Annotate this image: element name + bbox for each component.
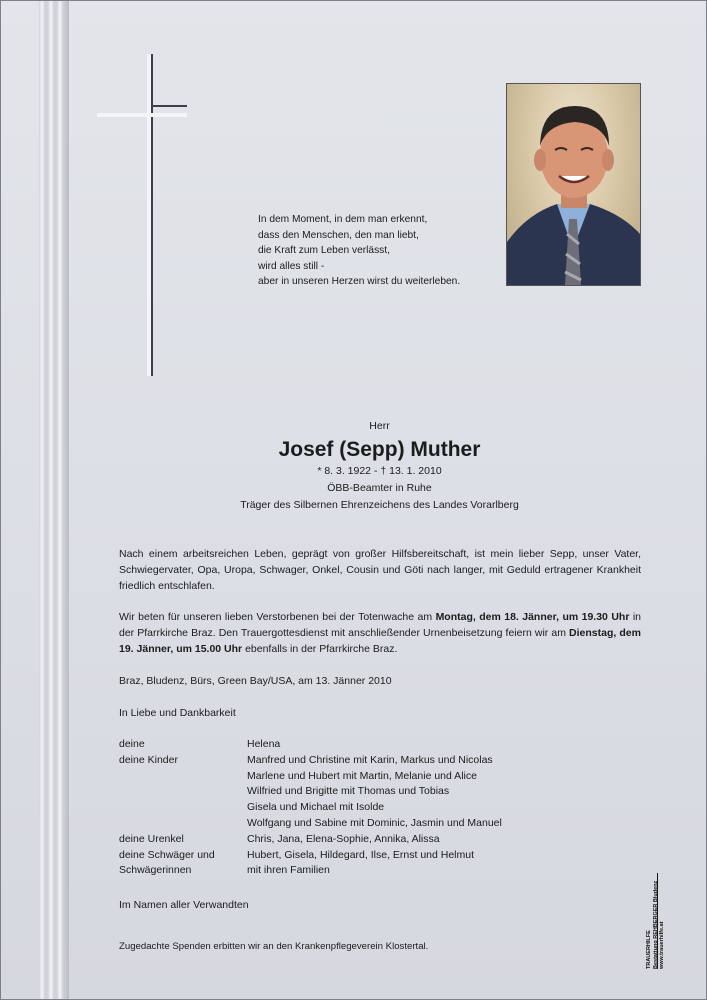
- relatives-label: deine: [119, 738, 145, 750]
- relatives-names: Wilfried und Brigitte mit Thomas und Tobias: [247, 785, 450, 798]
- portrait-photo: [506, 83, 641, 286]
- relatives-names: Wolfgang und Sabine mit Dominic, Jasmin und Manuel: [247, 816, 502, 829]
- relatives-label: [119, 800, 247, 816]
- relatives-row: [119, 784, 502, 800]
- relatives-names: mit ihren Familien: [247, 864, 330, 877]
- relatives-label: [119, 784, 247, 800]
- logo-text: [646, 873, 666, 969]
- relatives-list: [119, 737, 502, 879]
- funeral-text: Wir beten für unseren lieben Verstorbenen bei der Totenwache am: [119, 611, 436, 623]
- relatives-label: [119, 816, 247, 832]
- relatives-label: deine Schwäger und: [119, 848, 215, 861]
- cross-icon-horizontal-light: [97, 113, 187, 117]
- funeral-details-paragraph: [119, 609, 641, 657]
- poem-line: die Kraft zum Leben verlässt,: [258, 245, 390, 256]
- poem-line: aber in unseren Herzen wirst du weiterleben.: [258, 276, 461, 287]
- donations-note: Zugedachte Spenden erbitten wir an den Krankenpflegeverein Klostertal.: [119, 941, 429, 952]
- relatives-row: [119, 816, 502, 832]
- relatives-names: Helena: [247, 738, 281, 750]
- relatives-label: [119, 769, 247, 785]
- cross-icon-vertical: [151, 54, 153, 376]
- deceased-name: Josef (Sepp) Muther: [278, 438, 481, 461]
- deceased-dates: * 8. 3. 1922 - † 13. 1. 2010: [317, 465, 442, 477]
- wake-date: Montag, dem 18. Jänner, um 19.30 Uhr: [435, 611, 630, 623]
- relatives-row: [119, 848, 502, 864]
- cross-icon-horizontal: [151, 105, 187, 107]
- deceased-occupation: ÖBB-Beamter in Ruhe: [327, 482, 432, 494]
- poem-line: dass den Menschen, den man liebt,: [258, 229, 419, 241]
- logo-line: TRAUERHILFE: [646, 930, 652, 969]
- relatives-row: [119, 737, 502, 753]
- relatives-names: Gisela und Michael mit Isolde: [247, 801, 385, 814]
- relatives-label: deine Urenkel: [119, 832, 184, 845]
- funeral-text: in der Pfarrkirche Braz. Den Trauergottesdienst mit anschließender Urnenbeisetzung feiern wir am: [119, 611, 642, 639]
- relatives-names: Marlene und Hubert mit Martin, Melanie und Alice: [247, 769, 477, 782]
- logo-line: www.trauerhilfe.at: [659, 921, 665, 969]
- on-behalf-line: Im Namen aller Verwandten: [119, 899, 249, 911]
- relatives-label: deine Kinder: [119, 753, 178, 766]
- relatives-names: Chris, Jana, Elena-Sophie, Annika, Alissa: [247, 832, 440, 845]
- relatives-row: [119, 863, 502, 879]
- decorative-stripes: [39, 1, 69, 999]
- announcement-paragraph: Nach einem arbeitsreichen Leben, geprägt von großer Hilfsbereitschaft, ist mein lieber Sepp, unser Vater, Schwiegervater, Opa, Uropa, Schwager, Onkel, Cousin und Göti nach langer, mit Geduld ertragener Krankheit friedlich entschlafen.: [119, 548, 641, 592]
- deceased-title: Herr: [369, 420, 390, 432]
- funeral-date: Dienstag, dem 19. Jänner, um 15.00 Uhr: [119, 627, 641, 655]
- relatives-row: [119, 769, 502, 785]
- relatives-row: [119, 832, 502, 848]
- relatives-row: [119, 753, 502, 769]
- relatives-names: Hubert, Gisela, Hildegard, Ilse, Ernst und Helmut: [247, 848, 475, 861]
- relatives-names: Manfred und Christine mit Karin, Markus und Nicolas: [247, 753, 493, 766]
- place-date: Braz, Bludenz, Bürs, Green Bay/USA, am 13. Jänner 2010: [119, 675, 392, 687]
- in-love-line: In Liebe und Dankbarkeit: [119, 707, 236, 719]
- relatives-label: Schwägerinnen: [119, 864, 192, 877]
- funeral-home-logo: [646, 873, 682, 969]
- poem-line: wird alles still -: [258, 260, 325, 272]
- poem-line: In dem Moment, in dem man erkennt,: [258, 214, 428, 225]
- funeral-text: ebenfalls in der Pfarrkirche Braz.: [242, 643, 398, 655]
- deceased-award: Träger des Silbernen Ehrenzeichens des Landes Vorarlberg: [240, 499, 519, 511]
- poem: [258, 212, 460, 290]
- relatives-row: [119, 800, 502, 816]
- logo-line: Bestattung REHBERGER Bludenz: [652, 880, 659, 969]
